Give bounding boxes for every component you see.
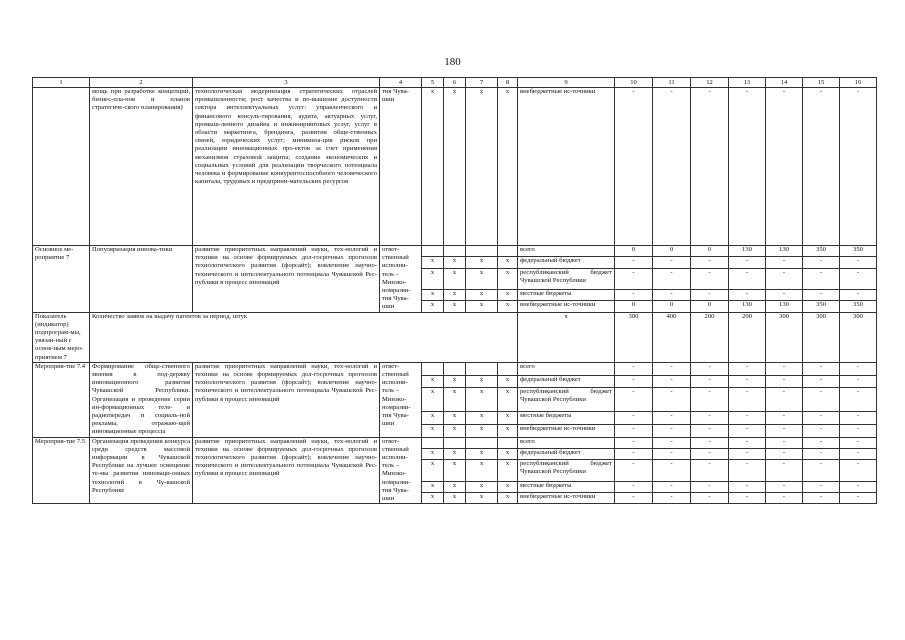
header-cell: 11: [653, 78, 691, 88]
cell-expected-result: развитие приоритетных направлений науки, тех-нологий и техники на основе формируемых дол-госрочных прогнозов технологического развития (форсайт); вовлечение научно-технического и интеллектуального потенциала Чувашской Рес-публики в процесс инноваций: [193, 246, 380, 313]
cell-value: -: [729, 460, 766, 481]
cell-code: x: [466, 492, 498, 503]
cell-funding-source: всего: [518, 246, 615, 257]
finance-row: [33, 246, 877, 257]
cell-value: -: [653, 424, 691, 437]
cell-value: -: [615, 492, 653, 503]
cell-value: -: [653, 492, 691, 503]
cell-value: -: [766, 492, 803, 503]
cell-value: -: [803, 460, 840, 481]
cell-funding-source: местные бюджеты: [518, 412, 615, 425]
cell-value: -: [803, 412, 840, 425]
cell-code: x: [422, 268, 444, 289]
cell-code: x: [466, 289, 498, 300]
cell-funding-source: республиканский бюджет Чувашской Республики: [518, 268, 615, 289]
header-cell: 4: [380, 78, 422, 88]
cell-code: x: [422, 301, 444, 312]
cell-code: x: [444, 301, 466, 312]
cell-code: x: [498, 375, 518, 388]
header-row: [33, 78, 877, 88]
cell-code: x: [466, 481, 498, 492]
cell-funding-source: федеральный бюджет: [518, 257, 615, 268]
cell-item: Основное ме-роприятие 7: [33, 246, 90, 313]
cell-code: x: [444, 375, 466, 388]
cell-value: -: [653, 289, 691, 300]
cell-item: [33, 88, 90, 246]
cell-code: [422, 362, 444, 375]
cell-code: x: [422, 257, 444, 268]
cell-value: -: [615, 388, 653, 412]
cell-code: x: [422, 88, 444, 246]
cell-value: -: [766, 437, 803, 448]
cell-value: -: [729, 448, 766, 459]
cell-code: x: [466, 268, 498, 289]
cell-value: -: [691, 437, 729, 448]
cell-value: 0: [615, 301, 653, 312]
cell-value: -: [840, 492, 877, 503]
cell-value: -: [653, 268, 691, 289]
cell-value: 0: [615, 246, 653, 257]
cell-value: -: [840, 257, 877, 268]
cell-value: -: [729, 289, 766, 300]
cell-value: -: [691, 460, 729, 481]
cell-value: -: [766, 257, 803, 268]
cell-code: [444, 246, 466, 257]
cell-value: -: [691, 492, 729, 503]
cell-value: 350: [803, 246, 840, 257]
cell-value: -: [653, 257, 691, 268]
cell-indicator-label: Показатель (индикатор) подпрограм-мы, увязан-ный с основ-ным меро-приятием 7: [33, 312, 90, 362]
cell-value: -: [691, 88, 729, 246]
header-cell: 7: [466, 78, 498, 88]
header-cell: 8: [498, 78, 518, 88]
cell-value: -: [615, 460, 653, 481]
cell-value: 350: [840, 301, 877, 312]
cell-value: -: [691, 268, 729, 289]
cell-funding-source: федеральный бюджет: [518, 448, 615, 459]
cell-funding-source: внебюджетные ис-точники: [518, 424, 615, 437]
cell-value: -: [729, 492, 766, 503]
page-number: 180: [444, 56, 461, 68]
cell-value: -: [840, 375, 877, 388]
cell-code: x: [498, 301, 518, 312]
cell-code: x: [444, 460, 466, 481]
cell-value: -: [615, 362, 653, 375]
cell-code: x: [498, 88, 518, 246]
cell-value: -: [840, 388, 877, 412]
cell-value: -: [653, 448, 691, 459]
cell-value: -: [615, 88, 653, 246]
header-cell: 14: [766, 78, 803, 88]
cell-value: -: [766, 448, 803, 459]
cell-value: 130: [766, 246, 803, 257]
cell-code: [498, 246, 518, 257]
cell-value: -: [729, 437, 766, 448]
cell-code: x: [422, 460, 444, 481]
cell-value: -: [803, 257, 840, 268]
cell-value: -: [840, 437, 877, 448]
cell-value: -: [691, 424, 729, 437]
cell-value: 300: [766, 312, 803, 362]
finance-row: [33, 362, 877, 375]
cell-item: Мероприя-тие 7.4: [33, 362, 90, 437]
cell-value: 0: [691, 301, 729, 312]
cell-value: -: [803, 289, 840, 300]
cell-executor: ответ-ственный исполни-тель – Минэко-номразви-тия Чува-шии: [380, 246, 422, 313]
cell-code: x: [444, 289, 466, 300]
cell-code: [466, 437, 498, 448]
cell-value: 400: [653, 312, 691, 362]
cell-code: x: [422, 388, 444, 412]
cell-code: x: [444, 481, 466, 492]
cell-value: -: [691, 289, 729, 300]
header-cell: 6: [444, 78, 466, 88]
cell-code: x: [422, 448, 444, 459]
cell-value: 300: [615, 312, 653, 362]
cell-indicator-text: Количество заявок на выдачу патентов за период, штук: [90, 312, 518, 362]
cell-value: -: [766, 268, 803, 289]
cell-value: -: [653, 362, 691, 375]
cell-code: x: [466, 412, 498, 425]
cell-code: x: [466, 448, 498, 459]
cell-value: 130: [729, 301, 766, 312]
cell-code: x: [466, 424, 498, 437]
cell-value: 130: [766, 301, 803, 312]
cell-code: x: [466, 88, 498, 246]
cell-value: -: [840, 268, 877, 289]
cell-value: -: [803, 375, 840, 388]
cell-value: -: [653, 412, 691, 425]
cell-value: -: [766, 388, 803, 412]
cell-indicator-x: x: [518, 312, 615, 362]
cell-value: -: [803, 424, 840, 437]
cell-value: -: [615, 375, 653, 388]
cell-code: x: [466, 388, 498, 412]
cell-item: Мероприя-тие 7.5: [33, 437, 90, 504]
header-cell: 10: [615, 78, 653, 88]
cell-value: 0: [653, 246, 691, 257]
cell-value: -: [615, 257, 653, 268]
finance-row: [33, 437, 877, 448]
cell-value: -: [729, 388, 766, 412]
cell-expected-result: технологическая модернизация стратегических отраслей промышленности; рост качества и по-вышение доступности сектора интеллектуальных услуг: управленческого и финансового консуль-тирования, аудита, актуарных услуг, промыш-ленного дизайна и инжиниринговых услуг, услуг в области маркетинга, брендинга, развития обще-ственных связей, юридических услуг; минимиза-ция рисков при реализации инновационных про-ектов за счет применения механизмов страховой защиты; создание экономических и социальных условий для реализации творческого потенциала человека и формирование конкурентоспособного человеческого капитала, трудовых и предприни-мательских ресурсов: [193, 88, 380, 246]
cell-item-name: мощь при разработке концепций, бизнес-пла-нов и планов стратегиче-ского планирования): [90, 88, 193, 246]
cell-value: -: [653, 481, 691, 492]
cell-funding-source: республиканский бюджет Чувашской Республики: [518, 460, 615, 481]
cell-value: 350: [840, 246, 877, 257]
cell-value: -: [691, 412, 729, 425]
cell-funding-source: внебюджетные ис-точники: [518, 301, 615, 312]
cell-value: -: [653, 460, 691, 481]
cell-value: -: [729, 375, 766, 388]
indicator-row: [33, 312, 877, 362]
cell-value: -: [691, 448, 729, 459]
cell-code: [466, 246, 498, 257]
cell-value: 0: [653, 301, 691, 312]
cell-code: x: [498, 257, 518, 268]
cell-code: x: [422, 375, 444, 388]
cell-code: x: [498, 424, 518, 437]
cell-funding-source: внебюджетные ис-точники: [518, 492, 615, 503]
cell-code: x: [422, 492, 444, 503]
cell-value: -: [691, 388, 729, 412]
cell-value: -: [766, 375, 803, 388]
cell-value: 0: [691, 246, 729, 257]
cell-value: -: [729, 88, 766, 246]
cell-expected-result: развитие приоритетных направлений науки, тех-нологий и техники на основе формируемых дол-госрочных прогнозов технологического развития (форсайт); вовлечение научно-технического и интеллектуального потенциала Чувашской Рес-публики в процесс инноваций: [193, 437, 380, 504]
cell-value: -: [766, 481, 803, 492]
cell-value: -: [803, 437, 840, 448]
cell-executor: тия Чува-шии: [380, 88, 422, 246]
header-cell: 3: [193, 78, 380, 88]
cell-value: -: [615, 268, 653, 289]
cell-code: x: [498, 289, 518, 300]
header-cell: 1: [33, 78, 90, 88]
cell-value: -: [840, 424, 877, 437]
cell-funding-source: местные бюджеты: [518, 481, 615, 492]
header-cell: 5: [422, 78, 444, 88]
cell-code: [498, 437, 518, 448]
cell-value: -: [766, 412, 803, 425]
cell-code: x: [444, 388, 466, 412]
cell-code: x: [444, 424, 466, 437]
cell-value: -: [840, 88, 877, 246]
cell-code: x: [422, 412, 444, 425]
header-cell: 9: [518, 78, 615, 88]
cell-code: x: [466, 460, 498, 481]
cell-funding-source: всего: [518, 362, 615, 375]
cell-funding-source: федеральный бюджет: [518, 375, 615, 388]
cell-value: -: [691, 481, 729, 492]
cell-code: x: [444, 257, 466, 268]
cell-value: -: [615, 481, 653, 492]
cell-value: -: [803, 448, 840, 459]
program-table: [32, 77, 877, 504]
cell-code: x: [498, 388, 518, 412]
cell-value: -: [803, 268, 840, 289]
cell-value: -: [766, 289, 803, 300]
cell-code: [444, 437, 466, 448]
continuation-row: [33, 88, 877, 246]
cell-item-name: Организация проведения конкурса среди средств массовой информации в Чувашской Республике на лучшее освещение те-мы развития инноваци-онных технологий в Чу-вашской Республике: [90, 437, 193, 504]
cell-value: -: [691, 362, 729, 375]
cell-value: -: [615, 448, 653, 459]
header-cell: 12: [691, 78, 729, 88]
cell-item-name: Популяризация иннова-тики: [90, 246, 193, 313]
cell-code: x: [444, 268, 466, 289]
cell-value: -: [729, 362, 766, 375]
cell-value: -: [766, 424, 803, 437]
cell-value: -: [840, 448, 877, 459]
cell-value: -: [840, 362, 877, 375]
cell-code: [498, 362, 518, 375]
cell-code: x: [498, 492, 518, 503]
header-cell: 15: [803, 78, 840, 88]
cell-executor: ответ-ственный исполни-тель – Минэко-номразви-тия Чува-шии: [380, 437, 422, 504]
cell-value: 130: [729, 246, 766, 257]
cell-value: -: [691, 375, 729, 388]
cell-value: -: [840, 412, 877, 425]
cell-code: x: [422, 481, 444, 492]
cell-code: [422, 437, 444, 448]
header-cell: 16: [840, 78, 877, 88]
cell-expected-result: развитие приоритетных направлений науки, тех-нологий и техники на основе формируемых дол-госрочных прогнозов технологического развития (форсайт); вовлечение научно-технического и интеллектуального потенциала Чувашской Рес-публики в процесс инноваций: [193, 362, 380, 437]
cell-value: 200: [691, 312, 729, 362]
cell-code: x: [444, 88, 466, 246]
cell-code: x: [498, 412, 518, 425]
cell-value: -: [803, 388, 840, 412]
cell-value: -: [840, 460, 877, 481]
cell-value: -: [729, 424, 766, 437]
cell-value: 200: [729, 312, 766, 362]
cell-code: [422, 246, 444, 257]
cell-value: -: [729, 481, 766, 492]
cell-code: x: [498, 481, 518, 492]
cell-funding-source: всего: [518, 437, 615, 448]
cell-value: -: [766, 460, 803, 481]
cell-code: x: [444, 448, 466, 459]
cell-funding-source: республиканский бюджет Чувашской Республики: [518, 388, 615, 412]
cell-code: x: [498, 268, 518, 289]
cell-code: x: [466, 301, 498, 312]
cell-value: -: [803, 88, 840, 246]
cell-value: -: [729, 268, 766, 289]
cell-value: -: [653, 388, 691, 412]
cell-funding-source: местные бюджеты: [518, 289, 615, 300]
cell-code: x: [422, 424, 444, 437]
cell-value: -: [803, 362, 840, 375]
cell-value: -: [615, 412, 653, 425]
cell-value: -: [766, 88, 803, 246]
cell-code: x: [466, 257, 498, 268]
cell-executor: ответ-ственный исполни-тель – Минэко-номразви-тия Чува-шии: [380, 362, 422, 437]
cell-value: -: [615, 424, 653, 437]
cell-value: 300: [803, 312, 840, 362]
cell-value: -: [729, 257, 766, 268]
cell-funding-source: внебюджетные ис-точники: [518, 88, 615, 246]
cell-code: [444, 362, 466, 375]
cell-code: x: [498, 448, 518, 459]
cell-value: -: [766, 362, 803, 375]
cell-item-name: Формирование обще-ственного мнения в под-держку инновационного развития Чувашской Республики. Организация и проведение серии ин-формационных теле- и радиопередач и социаль-ной рекламы, отражаю-щей инновационные процессы: [90, 362, 193, 437]
cell-code: x: [422, 289, 444, 300]
cell-value: -: [840, 481, 877, 492]
cell-value: -: [653, 437, 691, 448]
cell-code: x: [444, 412, 466, 425]
cell-code: [466, 362, 498, 375]
cell-code: x: [466, 375, 498, 388]
cell-code: x: [444, 492, 466, 503]
cell-value: -: [615, 289, 653, 300]
header-cell: 13: [729, 78, 766, 88]
cell-value: -: [729, 412, 766, 425]
cell-value: -: [803, 481, 840, 492]
cell-value: -: [653, 88, 691, 246]
cell-value: -: [840, 289, 877, 300]
cell-value: 300: [840, 312, 877, 362]
cell-value: -: [615, 437, 653, 448]
cell-code: x: [498, 460, 518, 481]
cell-value: 350: [803, 301, 840, 312]
cell-value: -: [691, 257, 729, 268]
cell-value: -: [653, 375, 691, 388]
header-cell: 2: [90, 78, 193, 88]
cell-value: -: [803, 492, 840, 503]
